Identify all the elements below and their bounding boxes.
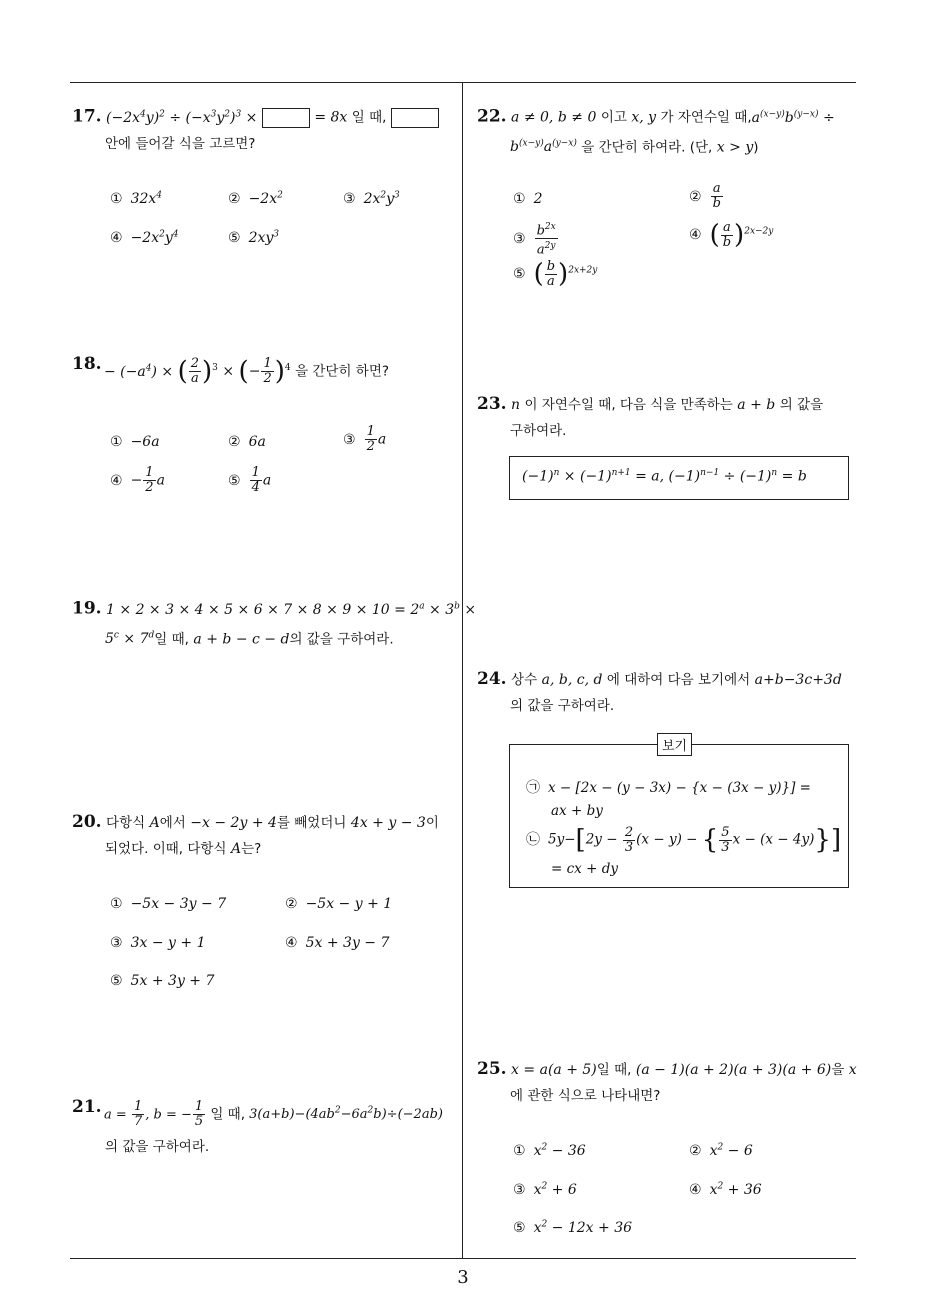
example-item-1: ㉠ x − [2x − (y − 3x) − {x − (3x − y)}] = xyxy=(526,780,811,796)
q22-option-3[interactable]: ③ $\frac{b^{2x}}{a^{2y}}$ xyxy=(513,222,556,258)
q17-option-1[interactable]: ① $32x^4$ xyxy=(110,190,163,207)
answer-blank xyxy=(262,108,310,128)
page-number: 3 xyxy=(457,1267,469,1288)
question-17-expression: $(-2x^4y)^2 \div (-x^3y^2)^3$ × xyxy=(106,109,258,126)
q20-option-3[interactable]: ③ 3x − y + 1 xyxy=(110,935,206,951)
question-21-expression: a = $\frac{1}{7}$ , b = − $\frac{1}{5}$ 일 때, $3(a+b)-(4ab^2-6a^2b)\div(-2ab)$ xyxy=(104,1099,443,1130)
question-17-text: 안에 들어갈 식을 고르면? xyxy=(105,135,256,152)
q25-option-5[interactable]: ⑤ $x^2 - 12x + 36$ xyxy=(513,1219,633,1236)
question-number: 24. xyxy=(477,669,507,689)
q17-option-4[interactable]: ④ $-2x^2y^4$ xyxy=(110,229,179,246)
q20-option-1[interactable]: ① −5x − 3y − 7 xyxy=(110,896,227,912)
q18-option-5[interactable]: ⑤ $\frac{1}{4}$ a xyxy=(228,465,272,495)
question-number: 17. xyxy=(72,106,102,127)
q25-option-1[interactable]: ① $x^2 - 36$ xyxy=(513,1142,586,1159)
question-number: 25. xyxy=(477,1059,507,1079)
top-rule xyxy=(70,82,856,83)
q22-option-1[interactable]: ① 2 xyxy=(513,191,543,207)
q23-equation-box: $(-1)^n \times (-1)^{n+1} = a$, $(-1)^{n-1} \div (-1)^n = b$ xyxy=(509,456,849,500)
question-number: 22. xyxy=(477,106,507,127)
q17-option-2[interactable]: ② $-2x^2$ xyxy=(228,190,283,207)
q25-option-2[interactable]: ② $x^2 - 6$ xyxy=(689,1142,753,1159)
q17-option-3[interactable]: ③ $2x^2y^3$ xyxy=(343,190,400,207)
q20-option-2[interactable]: ② −5x − y + 1 xyxy=(285,896,393,912)
question-17: 17. $(-2x^4y)^2 \div (-x^3y^2)^3$ × = 8x 일 때, 안에 들어갈 식을 고르면? xyxy=(72,101,457,157)
answer-blank-ref xyxy=(391,108,439,128)
q25-option-4[interactable]: ④ $x^2 + 36$ xyxy=(689,1181,762,1198)
q22-option-4[interactable]: ④ ( $\frac{a}{b}$ )$^{2x-2y}$ xyxy=(689,219,774,250)
question-19: 19. $1 \times 2 \times 3 \times 4 \times 5 \times 6 \times 7 \times 8 \times 9 \times 10 = 2^a \times 3^b$ × $5^c \times 7^d$일 때, a + b − c − d의 값을 구하여라. xyxy=(72,598,477,648)
bottom-rule xyxy=(70,1258,856,1259)
question-20: 20. 다항식 A에서 −x − 2y + 4를 빼었더니 4x + y − 3이 되었다. 이때, 다항식 A는? xyxy=(72,812,439,857)
example-label: 보기 xyxy=(657,733,692,756)
question-23: 23. n 이 자연수일 때, 다음 식을 만족하는 a + b 의 값을 구하여라. xyxy=(477,394,824,439)
q25-option-3[interactable]: ③ $x^2 + 6$ xyxy=(513,1181,577,1198)
question-25: 25. x = a(a + 5)일 때, (a − 1)(a + 2)(a + 3)(a + 6)을 x 에 관한 식으로 나타내면? xyxy=(477,1059,857,1104)
question-18-expression: − $(-a^4)$ × ( $\frac{2}{a}$ )$^3$ × (− $\frac{1}{2}$ )$^4$ 을 간단히 하면? xyxy=(104,356,390,387)
q18-option-4[interactable]: ④ − $\frac{1}{2}$ a xyxy=(110,465,165,495)
question-number: 18. xyxy=(72,354,102,374)
q22-option-5[interactable]: ⑤ ( $\frac{b}{a}$ )$^{2x+2y}$ xyxy=(513,258,598,289)
q18-option-1[interactable]: ① −6a xyxy=(110,434,160,450)
q18-option-3[interactable]: ③ $\frac{1}{2}$ a xyxy=(343,424,387,454)
question-21-text: 의 값을 구하여라. xyxy=(105,1139,210,1155)
example-item-2: ㉡ 5y−[2y − $\frac{2}{3}$ (x − y) − { $\frac{5}{3}$ x − (x − 4y)}] xyxy=(526,824,842,855)
question-24: 24. 상수 a, b, c, d 에 대하여 다음 보기에서 a+b−3c+3d 의 값을 구하여라. xyxy=(477,669,842,714)
q24-example-box: 보기 ㉠ x − [2x − (y − 3x) − {x − (3x − y)}] = ax + by ㉡ 5y−[2y − $\frac{2}{3}$ (x − y) − { $\frac{5}{3}$ x − (x − 4y)}] = cx + dy xyxy=(509,744,849,888)
q20-option-4[interactable]: ④ 5x + 3y − 7 xyxy=(285,935,390,951)
question-number: 21. xyxy=(72,1097,102,1117)
q20-option-5[interactable]: ⑤ 5x + 3y + 7 xyxy=(110,973,215,989)
question-22: 22. a ≠ 0, b ≠ 0 이고 x, y 가 자연수일 때$,a^{(x-y)}b^{(y-x)}$ ÷ $b^{(x-y)}a^{(y-x)}$ 을 간단히 하여라. (단, x > y) xyxy=(477,106,835,156)
q18-option-2[interactable]: ② 6a xyxy=(228,434,266,450)
column-divider xyxy=(462,82,463,1258)
question-number: 19. xyxy=(72,598,102,619)
q22-option-2[interactable]: ② $\frac{a}{b}$ xyxy=(689,181,721,211)
q17-option-5[interactable]: ⑤ $2xy^3$ xyxy=(228,229,280,246)
question-number: 20. xyxy=(72,812,102,832)
question-number: 23. xyxy=(477,394,507,414)
